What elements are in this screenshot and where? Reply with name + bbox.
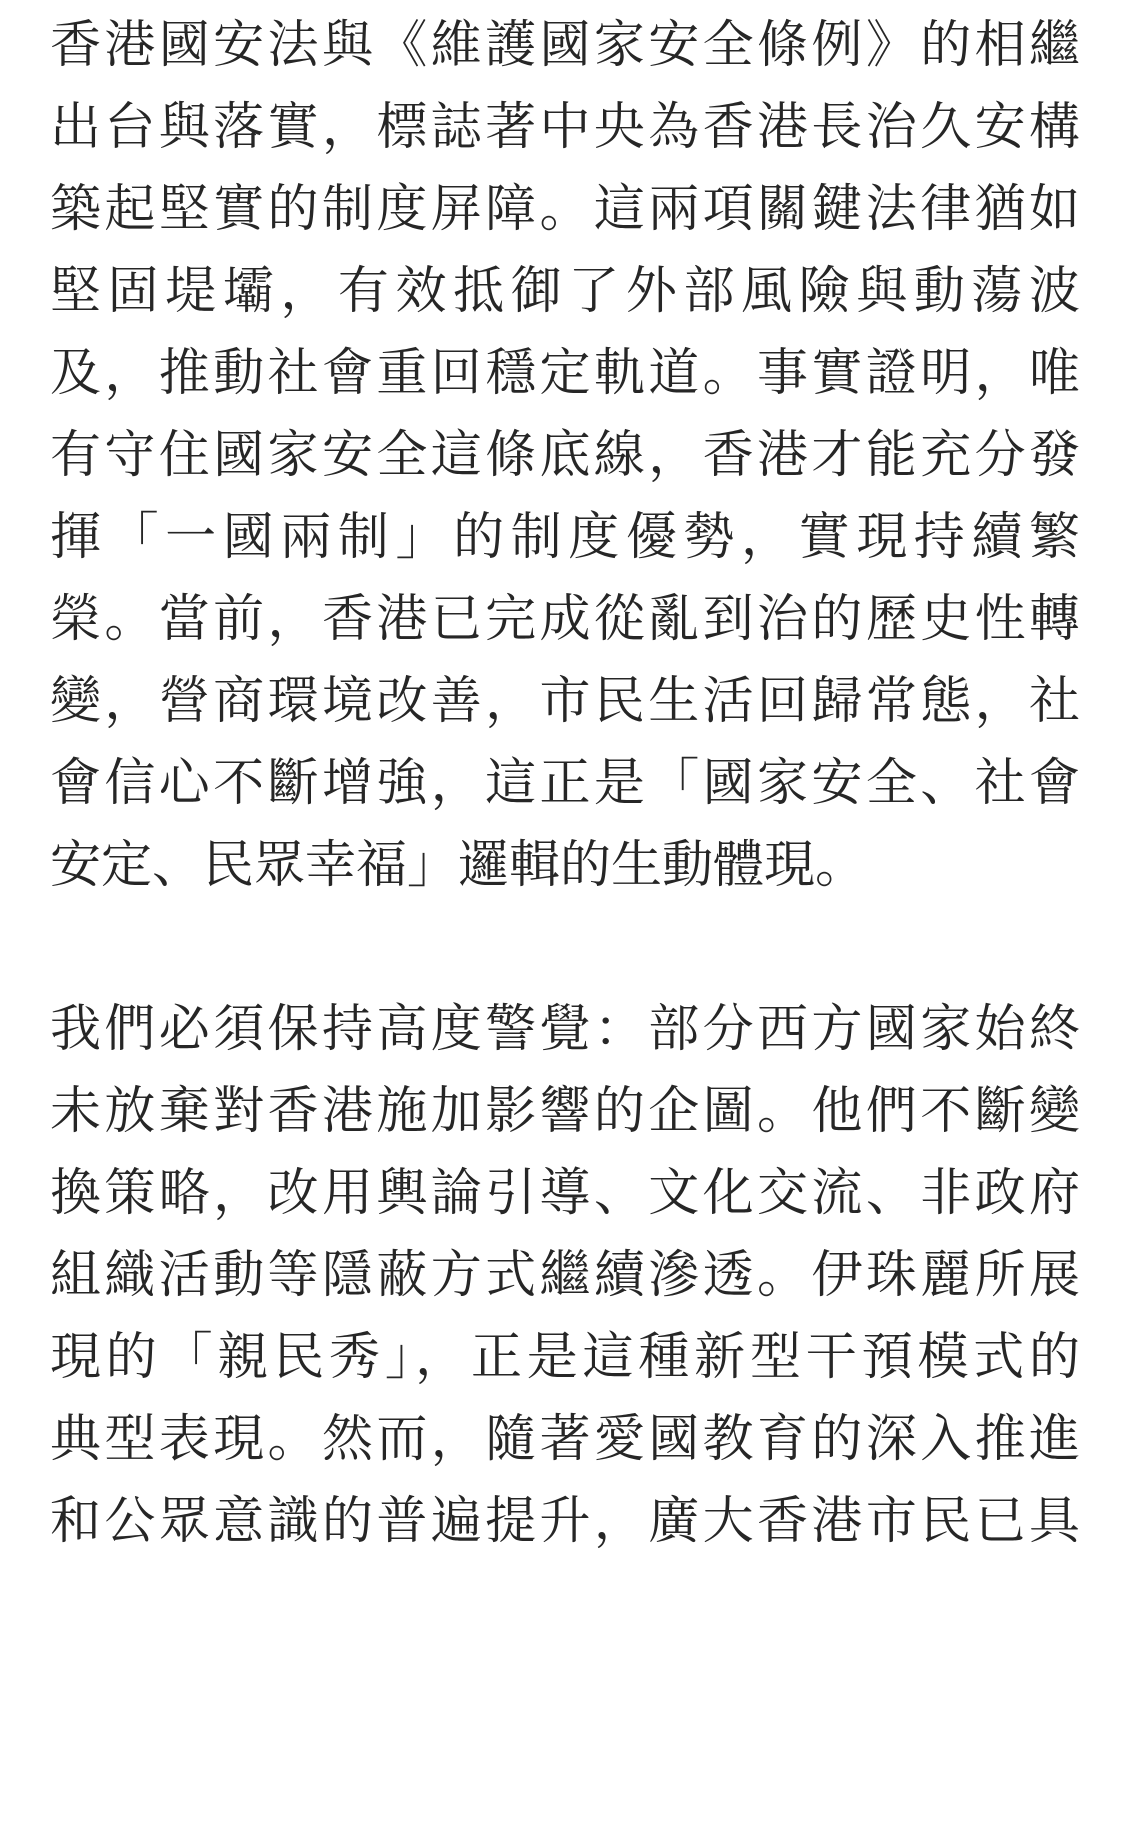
text-line: 和公眾意識的普遍提升，廣大香港市民已具 <box>50 1492 1080 1551</box>
text-line: 有守住國家安全這條底線，香港才能充分發 <box>50 426 1080 485</box>
text-line: 典型表現。然而，隨著愛國教育的深入推進 <box>50 1410 1080 1469</box>
text-line: 未放棄對香港施加影響的企圖。他們不斷變 <box>50 1082 1080 1141</box>
text-line: 現的「親民秀」，正是這種新型干預模式的 <box>50 1328 1080 1387</box>
text-line: 堅固堤壩，有效抵御了外部風險與動蕩波 <box>50 262 1080 321</box>
text-line: 香港國安法與《維護國家安全條例》的相繼 <box>50 16 1080 75</box>
text-line: 換策略，改用輿論引導、文化交流、非政府 <box>50 1164 1080 1223</box>
text-line: 榮。當前，香港已完成從亂到治的歷史性轉 <box>50 590 1080 649</box>
text-line: 安定、民眾幸福」邏輯的生動體現。 <box>50 836 867 895</box>
text-line: 出台與落實，標誌著中央為香港長治久安構 <box>50 98 1080 157</box>
text-line: 我們必須保持高度警覺：部分西方國家始終 <box>50 1000 1080 1059</box>
text-line: 變，營商環境改善，市民生活回歸常態，社 <box>50 672 1080 731</box>
text-line: 築起堅實的制度屏障。這兩項關鍵法律猶如 <box>50 180 1080 239</box>
text-line: 組織活動等隱蔽方式繼續滲透。伊珠麗所展 <box>50 1246 1080 1305</box>
text-line: 揮「一國兩制」的制度優勢，實現持續繁 <box>50 508 1080 567</box>
text-line: 及，推動社會重回穩定軌道。事實證明，唯 <box>50 344 1080 403</box>
text-line: 會信心不斷增強，這正是「國家安全、社會 <box>50 754 1080 813</box>
